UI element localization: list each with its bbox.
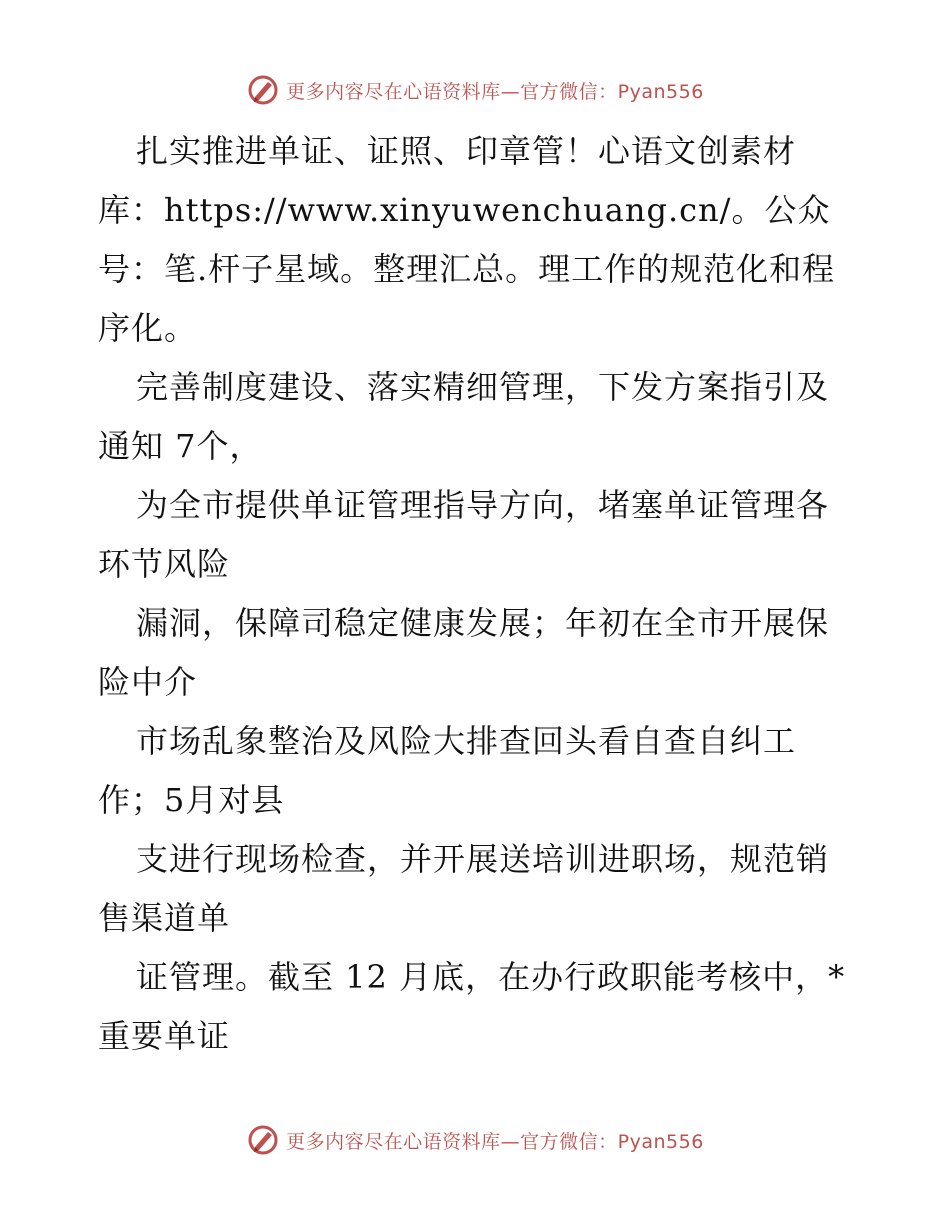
paragraph: 扎实推进单证、证照、印章管！心语文创素材库：https://www.xinyuwenchuang.cn/。公众号：笔.杆子星域。整理汇总。理工作的规范化和程序化。 — [98, 132, 836, 347]
brush-pen-logo-icon — [246, 73, 280, 107]
paragraph: 漏洞，保障司稳定健康发展；年初在全市开展保险中介 — [98, 604, 830, 701]
footer-watermark-text: 更多内容尽在心语资料库—官方微信：Pyan556 — [286, 1130, 704, 1153]
footer-watermark — [0, 1120, 950, 1160]
paragraph: 证管理。截至 12 月底，在办行政职能考核中，*重要单证 — [98, 958, 846, 1055]
paragraph: 完善制度建设、落实精细管理，下发方案指引及通知 7个， — [98, 368, 830, 465]
paragraph: 为全市提供单证管理指导方向，堵塞单证管理各环节风险 — [98, 486, 830, 583]
document-body — [98, 122, 858, 1066]
brush-pen-logo-icon — [246, 1123, 280, 1157]
paragraph: 市场乱象整治及风险大排查回头看自查自纠工作；5月对县 — [98, 722, 797, 819]
header-watermark — [0, 70, 950, 110]
header-watermark-text: 更多内容尽在心语资料库—官方微信：Pyan556 — [286, 80, 704, 103]
paragraph: 支进行现场检查，并开展送培训进职场，规范销售渠道单 — [98, 840, 830, 937]
